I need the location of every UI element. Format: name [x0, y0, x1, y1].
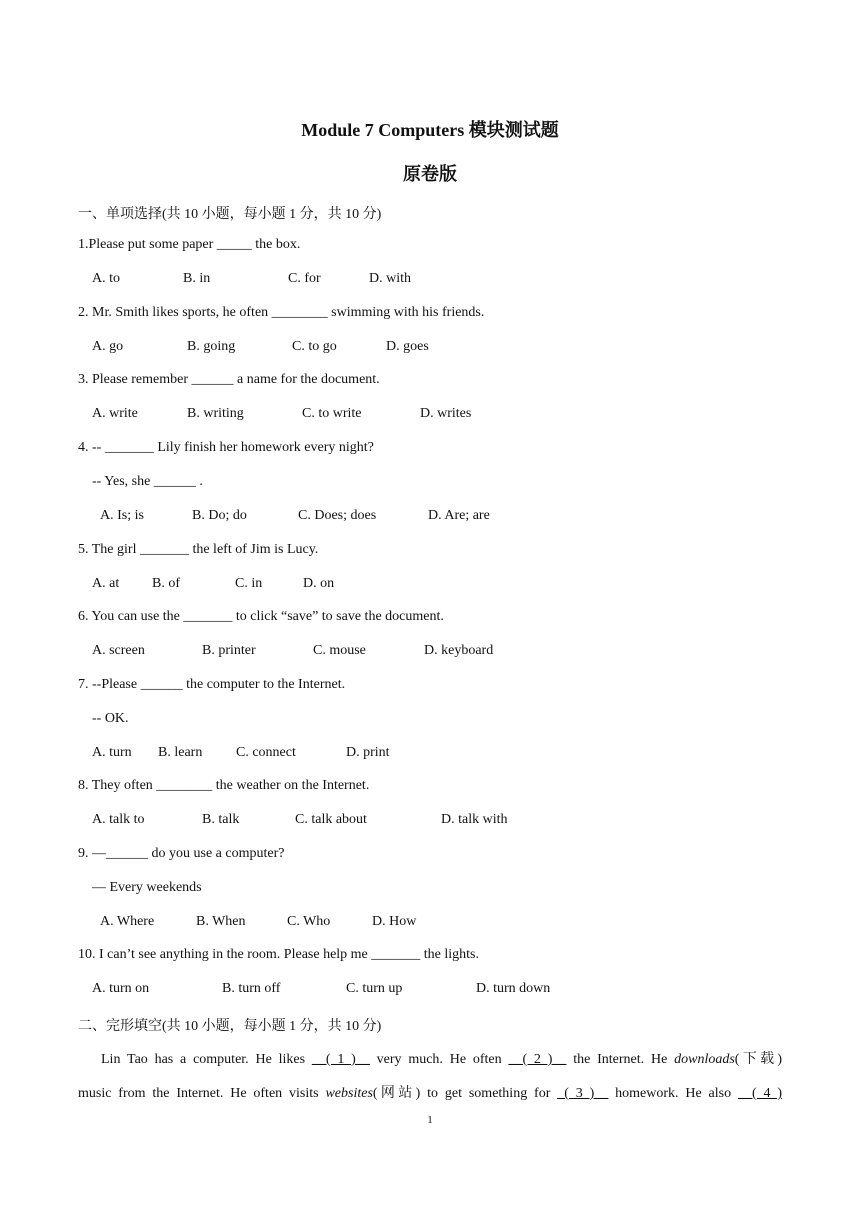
q8-option-d: D. talk with	[441, 812, 508, 827]
cloze-text: (下载)	[734, 1052, 783, 1067]
q9-option-b: B. When	[196, 914, 246, 929]
q5-option-a: A. at	[92, 576, 120, 591]
cloze-text: Lin Tao has a computer. He likes	[101, 1052, 306, 1067]
q1-option-a: A. to	[92, 271, 120, 286]
q10-option-c: C. turn up	[346, 981, 403, 996]
cloze-text: the Internet. He	[573, 1052, 668, 1067]
cloze-passage	[78, 1048, 782, 1102]
q3-stem: 3. Please remember ______ a name for the document.	[78, 372, 380, 387]
cloze-blank-2: __( 2 )__	[508, 1052, 567, 1067]
q7-option-d: D. print	[346, 745, 390, 760]
q2-option-c: C. to go	[292, 339, 337, 354]
q10-option-b: B. turn off	[222, 981, 281, 996]
q4-option-b: B. Do; do	[192, 508, 247, 523]
page-number: 1	[427, 1114, 433, 1126]
q3-option-a: A. write	[92, 406, 138, 421]
q7-option-b: B. learn	[158, 745, 203, 760]
cloze-line-2	[78, 1082, 782, 1102]
q8-option-c: C. talk about	[295, 812, 367, 827]
q1-option-d: D. with	[369, 271, 411, 286]
cloze-text: very much. He often	[376, 1052, 502, 1067]
q7-stem-answer: -- OK.	[92, 711, 129, 726]
q2-option-d: D. goes	[386, 339, 429, 354]
q7-option-a: A. turn	[92, 745, 132, 760]
cloze-text-italic: downloads	[674, 1052, 735, 1067]
page-title: Module 7 Computers 模块测试题	[301, 120, 559, 140]
q8-option-a: A. talk to	[92, 812, 145, 827]
q5-option-d: D. on	[303, 576, 335, 591]
q3-option-b: B. writing	[187, 406, 244, 421]
q3-option-d: D. writes	[420, 406, 472, 421]
q6-option-a: A. screen	[92, 643, 145, 658]
q5-option-c: C. in	[235, 576, 263, 591]
cloze-text-italic: websites	[325, 1086, 373, 1101]
q1-stem: 1.Please put some paper _____ the box.	[78, 237, 301, 252]
cloze-text: music from the Internet. He often visits	[78, 1086, 319, 1101]
q4-option-a: A. Is; is	[100, 508, 144, 523]
cloze-blank-1: __( 1 )__	[311, 1052, 370, 1067]
q5-stem: 5. The girl _______ the left of Jim is Lucy.	[78, 542, 319, 557]
cloze-line-1	[78, 1048, 782, 1068]
q8-option-b: B. talk	[202, 812, 240, 827]
q2-option-a: A. go	[92, 339, 124, 354]
q2-option-b: B. going	[187, 339, 236, 354]
cloze-blank-3: _( 3 )__	[557, 1086, 609, 1101]
q6-option-c: C. mouse	[313, 643, 366, 658]
q4-option-c: C. Does; does	[298, 508, 377, 523]
q9-option-c: C. Who	[287, 914, 331, 929]
q2-stem: 2. Mr. Smith likes sports, he often ________ swimming with his friends.	[78, 305, 485, 320]
q4-stem: 4. -- _______ Lily finish her homework every night?	[78, 440, 374, 455]
q7-option-c: C. connect	[236, 745, 296, 760]
section2-heading: 二、完形填空(共 10 小题，每小题 1 分，共 10 分)	[78, 1019, 382, 1034]
q10-stem: 10. I can’t see anything in the room. Please help me _______ the lights.	[78, 947, 479, 962]
q7-stem: 7. --Please ______ the computer to the Internet.	[78, 677, 346, 692]
q6-stem: 6. You can use the _______ to click “save” to save the document.	[78, 609, 444, 624]
cloze-text: (网站) to get something for	[372, 1086, 551, 1101]
q3-option-c: C. to write	[302, 406, 362, 421]
q4-stem-answer: -- Yes, she ______ .	[92, 474, 203, 489]
q1-option-c: C. for	[288, 271, 321, 286]
q5-option-b: B. of	[152, 576, 180, 591]
q6-option-d: D. keyboard	[424, 643, 494, 658]
cloze-blank-4: __( 4 )	[737, 1086, 783, 1101]
q9-stem: 9. —______ do you use a computer?	[78, 846, 285, 861]
q9-stem-answer: — Every weekends	[92, 880, 202, 895]
q9-option-a: A. Where	[100, 914, 155, 929]
q4-option-d: D. Are; are	[428, 508, 490, 523]
section1-heading: 一、单项选择(共 10 小题，每小题 1 分，共 10 分)	[78, 207, 382, 222]
q9-option-d: D. How	[372, 914, 417, 929]
page-subtitle: 原卷版	[403, 164, 457, 184]
cloze-text: homework. He also	[615, 1086, 732, 1101]
q1-option-b: B. in	[183, 271, 211, 286]
q8-stem: 8. They often ________ the weather on the Internet.	[78, 778, 370, 793]
q10-option-d: D. turn down	[476, 981, 551, 996]
q10-option-a: A. turn on	[92, 981, 150, 996]
q6-option-b: B. printer	[202, 643, 256, 658]
